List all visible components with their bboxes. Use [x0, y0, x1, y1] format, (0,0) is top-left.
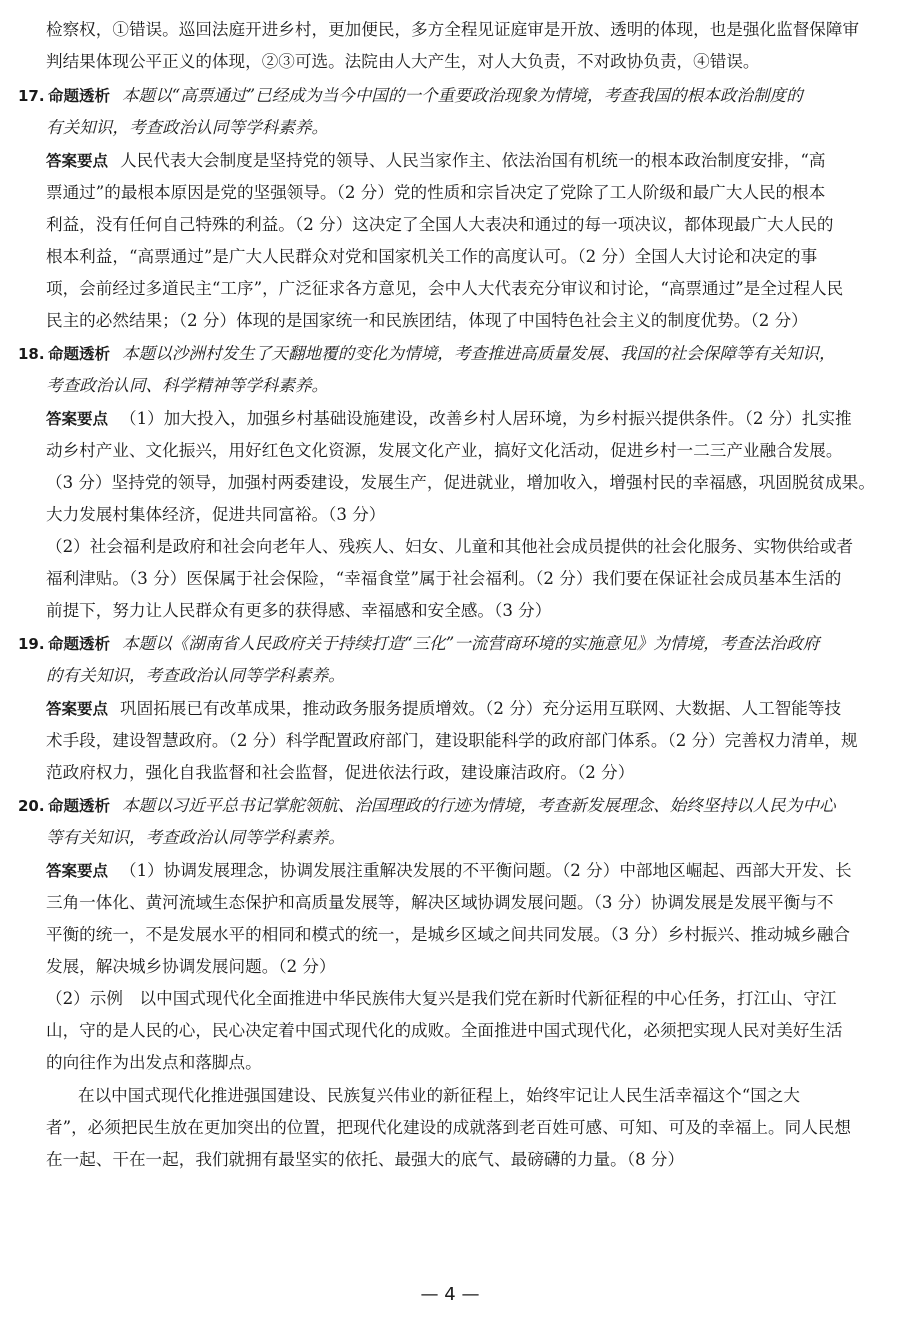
answer-tag: 答案要点	[46, 152, 109, 170]
text-line: 术手段，建设智慧政府。（2 分）科学配置政府部门，建设职能科学的政府部门体系。（2 分）完善权力清单，规	[46, 731, 858, 750]
text-line: 的向往作为出发点和落脚点。	[46, 1053, 262, 1072]
text-line: 等有关知识，考查政治认同等学科素养。	[46, 828, 345, 847]
text-line: 福利津贴。（3 分）医保属于社会保险，“幸福食堂”属于社会福利。（2 分）我们要在保证社会成员基本生活的	[46, 569, 842, 588]
text-line: 范政府权力，强化自我监督和社会监督，促进依法行政，建设廉洁政府。（2 分）	[46, 763, 635, 782]
text-line: 有关知识，考查政治认同等学科素养。	[46, 118, 329, 137]
text-line: 者”，必须把民生放在更加突出的位置，把现代化建设的成就落到老百姓可感、可知、可及的幸福上。同人民想	[46, 1118, 851, 1137]
text-line: （2）社会福利是政府和社会向老年人、残疾人、妇女、儿童和其他社会成员提供的社会化服务、实物供给或者	[46, 537, 854, 556]
text-line: 山，守的是人民的心，民心决定着中国式现代化的成败。全面推进中国式现代化，必须把实现人民对美好生活	[46, 1021, 843, 1040]
question-20-analysis: 20. 命题透析 本题以习近平总书记掌舵领航、治国理政的行迹为情境，考查新发展理念、始终坚持以人民为中心	[18, 790, 886, 822]
text-line: 票通过”的最根本原因是党的坚强领导。（2 分）党的性质和宗旨决定了党除了工人阶级和最广大人民的根本	[46, 183, 826, 202]
text-line: 考查政治认同、科学精神等学科素养。	[46, 376, 329, 395]
text-line: 在以中国式现代化推进强国建设、民族复兴伟业的新征程上，始终牢记让人民生活幸福这个“国之大	[78, 1086, 801, 1105]
question-19-answer: 答案要点 巩固拓展已有改革成果，推动政务服务提质增效。（2 分）充分运用互联网、大数据、人工智能等技	[46, 699, 842, 718]
answer-tag: 答案要点	[46, 700, 109, 718]
analysis-tag: 命题透析	[48, 345, 111, 363]
question-20-answer: 答案要点 （1）协调发展理念，协调发展注重解决发展的不平衡问题。（2 分）中部地区崛起、西部大开发、长	[46, 861, 852, 880]
question-18-analysis: 18. 命题透析 本题以沙洲村发生了天翻地覆的变化为情境，考查推进高质量发展、我国的社会保障等有关知识，	[18, 338, 886, 370]
text-line: 根本利益，“高票通过”是广大人民群众对党和国家机关工作的高度认可。（2 分）全国人大讨论和决定的事	[46, 247, 818, 266]
text-line: 项，会前经过多道民主“工序”，广泛征求各方意见，会中人大代表充分审议和讨论，“高票通过”是全过程人民	[46, 279, 844, 298]
text-line: 发展，解决城乡协调发展问题。（2 分）	[46, 957, 336, 976]
analysis-tag: 命题透析	[48, 635, 111, 653]
text-line: （3 分）坚持党的领导，加强村两委建设，发展生产，促进就业，增加收入，增强村民的幸福感，巩固脱贫成果。	[46, 473, 875, 492]
text-line: 平衡的统一，不是发展水平的相同和模式的统一，是城乡区域之间共同发展。（3 分）乡村振兴、推动城乡融合	[46, 925, 851, 944]
question-number: 18.	[18, 345, 45, 363]
analysis-tag: 命题透析	[48, 87, 111, 105]
analysis-tag: 命题透析	[48, 797, 111, 815]
question-number: 20.	[18, 797, 45, 815]
question-number: 17.	[18, 87, 45, 105]
text-line: 前提下，努力让人民群众有更多的获得感、幸福感和安全感。（3 分）	[46, 601, 552, 620]
question-19-analysis: 19. 命题透析 本题以《湖南省人民政府关于持续打造“三化”一流营商环境的实施意见》为情境，考查法治政府	[18, 628, 886, 660]
text-line: 动乡村产业、文化振兴，用好红色文化资源，发展文化产业，搞好文化活动，促进乡村一二三产业融合发展。	[46, 441, 843, 460]
answer-tag: 答案要点	[46, 410, 109, 428]
question-number: 19.	[18, 635, 45, 653]
question-18-answer: 答案要点 （1）加大投入，加强乡村基础设施建设，改善乡村人居环境，为乡村振兴提供条件。（2 分）扎实推	[46, 409, 852, 428]
text-line: （2）示例 以中国式现代化全面推进中华民族伟大复兴是我们党在新时代新征程的中心任务，打江山、守江	[46, 989, 837, 1008]
answer-tag: 答案要点	[46, 862, 109, 880]
question-17-answer: 答案要点 人民代表大会制度是坚持党的领导、人民当家作主、依法治国有机统一的根本政治制度安排，“高	[46, 151, 826, 170]
text-line: 在一起、干在一起，我们就拥有最坚实的依托、最强大的底气、最磅礴的力量。（8 分）	[46, 1150, 685, 1169]
question-17-analysis: 17. 命题透析 本题以“高票通过”已经成为当今中国的一个重要政治现象为情境，考查我国的根本政治制度的	[18, 80, 886, 112]
page-number: — 4 —	[420, 1284, 480, 1305]
text-line: 检察权，①错误。巡回法庭开进乡村，更加便民，多方全程见证庭审是开放、透明的体现，也是强化监督保障审	[46, 20, 860, 39]
text-line: 判结果体现公平正义的体现，②③可选。法院由人大产生，对人大负责，不对政协负责，④错误。	[46, 52, 760, 71]
text-line: 利益，没有任何自己特殊的利益。（2 分）这决定了全国人大表决和通过的每一项决议，都体现最广大人民的	[46, 215, 834, 234]
text-line: 民主的必然结果；（2 分）体现的是国家统一和民族团结，体现了中国特色社会主义的制度优势。（2 分）	[46, 311, 808, 330]
text-line: 三角一体化、黄河流域生态保护和高质量发展等，解决区域协调发展问题。（3 分）协调发展是发展平衡与不	[46, 893, 834, 912]
text-line: 大力发展村集体经济，促进共同富裕。（3 分）	[46, 505, 386, 524]
text-line: 的有关知识，考查政治认同等学科素养。	[46, 666, 345, 685]
